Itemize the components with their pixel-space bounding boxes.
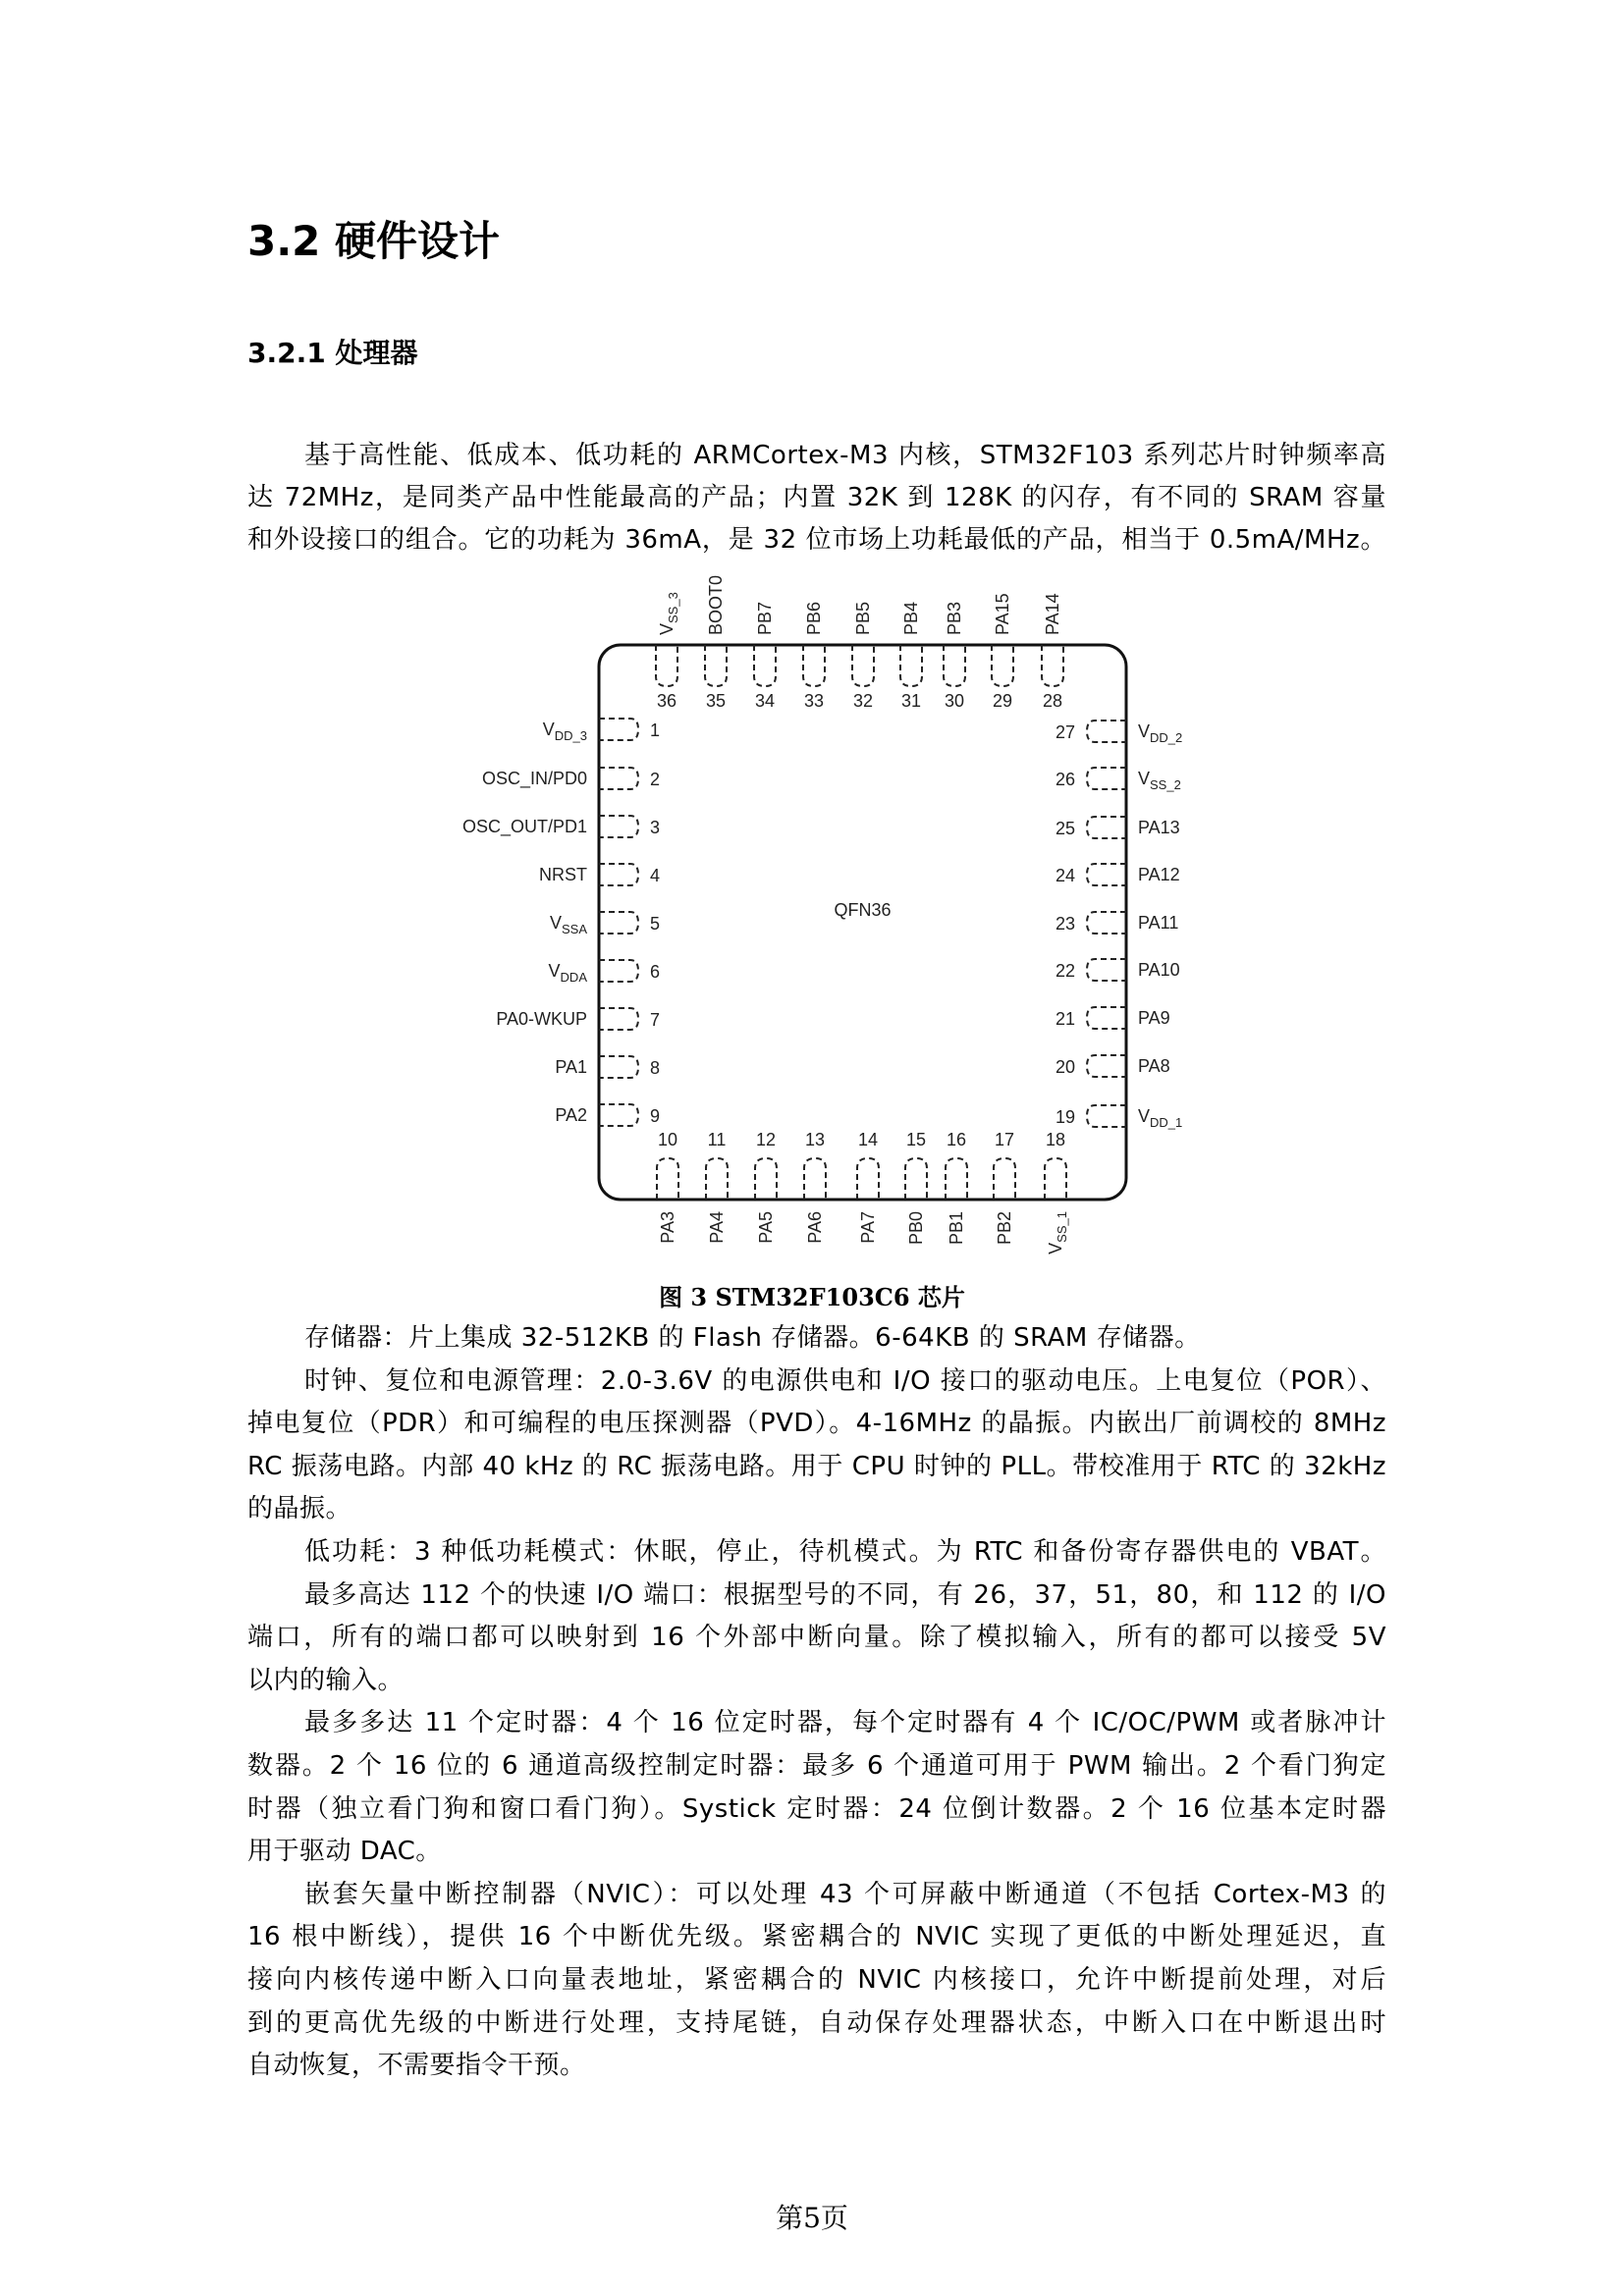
- pin-number: 19: [1055, 1107, 1075, 1127]
- text-line: 端口，所有的端口都可以映射到 16 个外部中断向量。除了模拟输入，所有的都可以接受 5V: [247, 1623, 1386, 1653]
- pin-pad: [1087, 1055, 1126, 1077]
- pin-pad: [1087, 864, 1126, 885]
- pin-label: PB4: [901, 601, 921, 635]
- pin-number: 24: [1055, 866, 1075, 885]
- pin-number: 36: [656, 691, 677, 711]
- pin-label: PA0-WKUP: [496, 1009, 587, 1029]
- pin-label: PA14: [1043, 593, 1062, 635]
- pin-number: 12: [755, 1130, 777, 1149]
- pin-label: $V_{SS\_1}$: [1046, 1211, 1069, 1255]
- pin-label: PA4: [707, 1211, 727, 1244]
- pin-pad: [900, 645, 922, 686]
- pin-label: OSC_IN/PD0: [481, 769, 587, 788]
- text-line: 存储器：片上集成 32-512KB 的 Flash 存储器。6-64KB 的 SRAM 存储器。: [304, 1323, 1201, 1353]
- pin-label: $V_{SS\_2}$: [1138, 769, 1181, 792]
- text-line: 达 72MHz，是同类产品中性能最高的产品；内置 32K 到 128K 的闪存，有不同的 SRAM 容量: [247, 483, 1386, 512]
- pin-number: 6: [650, 962, 661, 982]
- pin-label: OSC_OUT/PD1: [461, 817, 587, 836]
- pin-number: 8: [650, 1058, 661, 1078]
- text-line: 到的更高优先级的中断进行处理，支持尾链，自动保存处理器状态，中断入口在中断退出时: [247, 2007, 1386, 2038]
- figure-caption: 图 3 STM32F103C6 芯片: [659, 1283, 965, 1311]
- text-line: 掉电复位（PDR）和可编程的电压探测器（PVD）。4-16MHz 的晶振。内嵌出厂前调校的 8MHz: [247, 1409, 1386, 1439]
- pin-number: 3: [650, 818, 661, 837]
- pin-label: $V_{SSA}$: [549, 913, 587, 936]
- pin-label: BOOT0: [706, 574, 726, 635]
- pin-number: 16: [946, 1130, 967, 1149]
- pin-number: 28: [1042, 691, 1063, 711]
- pin-pad: [599, 912, 638, 934]
- pin-pad: [1042, 645, 1063, 686]
- pin-label: $V_{DD\_1}$: [1138, 1106, 1183, 1130]
- pin-number: 26: [1055, 770, 1075, 789]
- pin-pad: [994, 1158, 1015, 1200]
- pin-label: PA2: [555, 1105, 587, 1125]
- pin-number: 7: [650, 1010, 661, 1030]
- pin-pad: [599, 1104, 638, 1126]
- text-line: 嵌套矢量中断控制器（NVIC）：可以处理 43 个可屏蔽中断通道（不包括 Cortex-M3 的: [304, 1879, 1386, 1909]
- text-line: 和外设接口的组合。它的功耗为 36mA，是 32 位市场上功耗最低的产品，相当于 0.5mA/MHz。: [247, 525, 1386, 555]
- pin-label: $V_{DDA}$: [548, 961, 587, 985]
- pin-number: 30: [944, 691, 965, 711]
- pin-pad: [754, 645, 776, 686]
- chip-body: [599, 645, 1126, 1200]
- pin-number: 14: [857, 1130, 879, 1149]
- pin-number: 17: [994, 1130, 1015, 1149]
- pin-number: 10: [657, 1130, 678, 1149]
- text-line: 16 根中断线），提供 16 个中断优先级。紧密耦合的 NVIC 实现了更低的中断处理延迟，直: [247, 1922, 1386, 1952]
- pin-pad: [599, 1008, 638, 1030]
- pin-pad: [705, 645, 727, 686]
- pin-pad: [599, 719, 638, 740]
- pin-pad: [857, 1158, 879, 1200]
- pin-pad: [1087, 721, 1126, 742]
- pin-pad: [599, 960, 638, 982]
- text-line: 以内的输入。: [247, 1665, 405, 1695]
- pin-pad: [1087, 959, 1126, 981]
- pin-number: 33: [803, 691, 825, 711]
- pin-number: 5: [650, 914, 661, 934]
- pin-pad: [599, 816, 638, 837]
- pin-number: 21: [1055, 1009, 1075, 1029]
- pin-pad: [804, 1158, 826, 1200]
- pin-pad: [755, 1158, 777, 1200]
- text-line: 低功耗：3 种低功耗模式：休眠，停止，待机模式。为 RTC 和备份寄存器供电的 VBAT。: [304, 1537, 1386, 1567]
- pin-pad: [706, 1158, 728, 1200]
- pin-pad: [852, 645, 874, 686]
- pin-label: PA8: [1138, 1056, 1170, 1076]
- pin-number: 4: [650, 866, 661, 885]
- page-number: 第5页: [776, 2202, 848, 2234]
- pin-number: 1: [650, 721, 661, 740]
- pin-number: 2: [650, 770, 661, 789]
- pin-number: 15: [905, 1130, 927, 1149]
- text-line: 的晶振。: [247, 1494, 352, 1524]
- text-line: 接向内核传递中断入口向量表地址，紧密耦合的 NVIC 内核接口，允许中断提前处理，对后: [247, 1965, 1386, 1995]
- pin-number: 32: [852, 691, 874, 711]
- pin-label: PA7: [858, 1211, 878, 1244]
- pin-pad: [946, 1158, 967, 1200]
- subsection-heading: 3.2.1 处理器: [247, 337, 418, 369]
- pin-pad: [1087, 1105, 1126, 1127]
- pin-number: 27: [1055, 722, 1075, 742]
- text-line: 数器。2 个 16 位的 6 通道高级控制定时器：最多 6 个通道可用于 PWM 输出。2 个看门狗定: [247, 1751, 1386, 1781]
- pin-pad: [657, 1158, 678, 1200]
- pin-label: PA1: [555, 1057, 587, 1077]
- pin-label: PA12: [1138, 865, 1180, 884]
- pin-label: PA5: [756, 1211, 776, 1244]
- pin-number: 18: [1045, 1130, 1066, 1149]
- pin-number: 23: [1055, 914, 1075, 934]
- pin-pad: [905, 1158, 927, 1200]
- text-line: 时器（独立看门狗和窗口看门狗）。Systick 定时器：24 位倒计数器。2 个 16 位基本定时器: [247, 1793, 1386, 1824]
- text-line: 基于高性能、低成本、低功耗的 ARMCortex-M3 内核，STM32F103 系列芯片时钟频率高: [304, 441, 1386, 470]
- pin-number: 22: [1055, 961, 1075, 981]
- pin-number: 9: [650, 1106, 661, 1126]
- pin-number: 29: [992, 691, 1013, 711]
- pin-label: PA9: [1138, 1008, 1170, 1028]
- pin-pad: [599, 1056, 638, 1078]
- pin-number: 13: [804, 1130, 826, 1149]
- pin-label: PA15: [993, 593, 1012, 635]
- pin-label: $V_{DD\_2}$: [1138, 721, 1183, 745]
- pin-label: PB6: [804, 601, 824, 635]
- pin-label: NRST: [539, 865, 587, 884]
- pin-number: 34: [754, 691, 776, 711]
- pin-pad: [992, 645, 1013, 686]
- text-line: 自动恢复，不需要指令干预。: [247, 2051, 586, 2081]
- pin-pad: [1087, 912, 1126, 934]
- pin-label: PB2: [995, 1211, 1014, 1246]
- pin-label: PB0: [906, 1211, 926, 1246]
- pin-number: 25: [1055, 819, 1075, 838]
- pin-label: $V_{DD\_3}$: [542, 720, 587, 743]
- pin-label: PA13: [1138, 818, 1180, 837]
- text-line: RC 振荡电路。内部 40 kHz 的 RC 振荡电路。用于 CPU 时钟的 PLL。带校准用于 RTC 的 32kHz: [247, 1451, 1386, 1481]
- pin-label: PB1: [947, 1211, 966, 1246]
- pin-number: 20: [1055, 1057, 1075, 1077]
- pin-pad: [944, 645, 965, 686]
- pin-number: 31: [900, 691, 922, 711]
- package-label: QFN36: [834, 900, 892, 920]
- pin-pad: [1087, 768, 1126, 789]
- pin-label: PB7: [755, 601, 775, 635]
- pin-number: 11: [707, 1130, 727, 1149]
- pin-label: PB5: [853, 601, 873, 635]
- pin-pad: [1087, 817, 1126, 838]
- pin-number: 35: [705, 691, 727, 711]
- pin-label: PA11: [1138, 913, 1179, 933]
- pin-label: PA6: [805, 1211, 825, 1244]
- pin-pad: [1045, 1158, 1066, 1200]
- pin-pad: [803, 645, 825, 686]
- pin-pad: [599, 864, 638, 885]
- pin-pad: [599, 768, 638, 789]
- pin-pad: [656, 645, 677, 686]
- pin-label: PA3: [658, 1211, 677, 1244]
- pin-pad: [1087, 1007, 1126, 1029]
- pin-label: $V_{SS\_3}$: [657, 592, 680, 635]
- pin-label: PA10: [1138, 960, 1180, 980]
- text-line: 用于驱动 DAC。: [247, 1837, 442, 1867]
- section-heading: 3.2 硬件设计: [247, 217, 501, 265]
- text-line: 最多高达 112 个的快速 I/O 端口：根据型号的不同，有 26，37，51，80，和 112 的 I/O: [304, 1579, 1386, 1610]
- text-line: 时钟、复位和电源管理：2.0-3.6V 的电源供电和 I/O 接口的驱动电压。上电复位（POR）、: [304, 1365, 1386, 1396]
- pin-label: PB3: [945, 601, 964, 635]
- text-line: 最多多达 11 个定时器：4 个 16 位定时器，每个定时器有 4 个 IC/OC/PWM 或者脉冲计: [304, 1708, 1386, 1738]
